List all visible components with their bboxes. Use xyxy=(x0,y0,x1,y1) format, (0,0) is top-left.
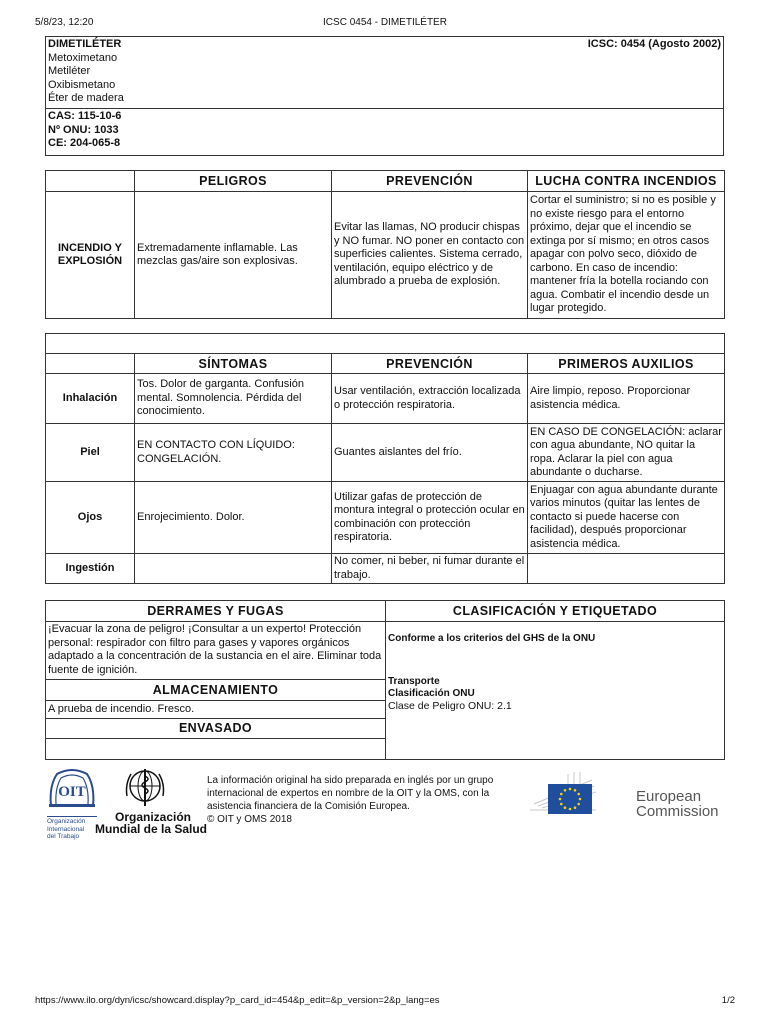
oit-acronym: OIT xyxy=(58,784,86,800)
cell-peligros: Extremadamente inflamable. Las mezclas gas/aire son explosivas. xyxy=(135,192,332,319)
cell-sintomas xyxy=(135,554,332,584)
header-lucha: LUCHA CONTRA INCENDIOS xyxy=(528,171,725,192)
print-doc-title: ICSC 0454 - DIMETILÉTER xyxy=(323,17,447,28)
cell-sintomas: EN CONTACTO CON LÍQUIDO: CONGELACIÓN. xyxy=(135,424,332,482)
onu-number: Nº ONU: 1033 xyxy=(48,123,119,136)
route-label: Piel xyxy=(46,424,135,482)
eu-commission-name xyxy=(636,789,719,819)
synonym: Oxibismetano xyxy=(48,78,116,91)
header-blank xyxy=(46,354,135,374)
fire-hazards-table xyxy=(45,170,725,319)
print-header xyxy=(35,17,735,31)
classification-cell xyxy=(386,622,725,760)
who-emblem-icon xyxy=(121,766,169,810)
oit-name-line: del Trabajo xyxy=(47,833,80,840)
identity-box xyxy=(45,36,724,156)
header-sintomas: SÍNTOMAS xyxy=(135,354,332,374)
storage-text: A prueba de incendio. Fresco. xyxy=(46,701,385,719)
exposure-title-blank xyxy=(46,334,725,354)
row-label-fire xyxy=(46,192,135,319)
transport-label: Transporte xyxy=(388,676,440,687)
cas-number: CAS: 115-10-6 xyxy=(48,110,122,122)
eu-commission-logo xyxy=(528,767,724,822)
cell-auxilios: EN CASO DE CONGELACIÓN: aclarar con agua abundante, NO quitar la ropa. Aclarar la piel con agua abundante o ducharse. xyxy=(528,424,725,482)
route-label: Ojos xyxy=(46,482,135,554)
chemical-name: DIMETILÉTER xyxy=(48,38,122,50)
publisher-footer xyxy=(45,762,724,838)
eu-building-icon xyxy=(528,770,598,820)
header-prevencion: PREVENCIÓN xyxy=(332,171,528,192)
identity-numbers xyxy=(46,109,724,156)
identity-names xyxy=(46,37,724,109)
oit-logo xyxy=(47,766,97,838)
spills-text: ¡Evacuar la zona de peligro! ¡Consultar a un experto! Protección personal: respirador con filtro para gases y vapores orgánicos adaptado a la concentración de la sustancia en el aire. Eliminar toda fuente de ignición. xyxy=(46,622,385,680)
cell-prevencion: No comer, ni beber, ni fumar durante el trabajo. xyxy=(332,554,528,584)
hazard-class: Clase de Peligro ONU: 2.1 xyxy=(388,700,512,712)
spills-classification-table xyxy=(45,600,725,760)
cell-prevencion: Guantes aislantes del frío. xyxy=(332,424,528,482)
credits xyxy=(207,774,527,826)
cell-lucha: Cortar el suministro; si no es posible y no existe riesgo para el entorno próximo, dejar que el incendio se extinga por sí mismo; en otros casos apagar con polvo seco, dióxido de carbono. En caso de incendio: mantener fría la botella rociando con agua. Combatir el incendio desde un lugar protegido. xyxy=(528,192,725,319)
page-number: 1/2 xyxy=(721,995,735,1006)
synonym: Metiléter xyxy=(48,65,91,77)
copyright: © OIT y OMS 2018 xyxy=(207,814,292,825)
oit-emblem-icon xyxy=(47,766,97,810)
eu-name-line: European xyxy=(636,788,702,805)
oit-name xyxy=(47,816,97,841)
header-almacenamiento: ALMACENAMIENTO xyxy=(46,680,385,701)
who-name-line: Mundial de la Salud xyxy=(95,822,208,836)
ghs-text: Conforme a los criterios del GHS de la ONU xyxy=(388,633,596,644)
onu-class-label: Clasificación ONU xyxy=(388,688,475,699)
exposure-table xyxy=(45,333,725,584)
row-label-line: EXPLOSIÓN xyxy=(57,255,123,267)
packaging-text xyxy=(46,739,385,759)
ce-number: CE: 204-065-8 xyxy=(48,137,121,149)
header-prevencion: PREVENCIÓN xyxy=(332,354,528,374)
header-blank xyxy=(46,171,135,192)
row-label-line: INCENDIO Y xyxy=(58,241,122,254)
header-auxilios: PRIMEROS AUXILIOS xyxy=(528,354,725,374)
header-envasado: ENVASADO xyxy=(46,719,385,739)
print-datetime: 5/8/23, 12:20 xyxy=(35,17,94,28)
cell-auxilios: Aire limpio, reposo. Proporcionar asistencia médica. xyxy=(528,374,725,424)
cell-prevencion: Utilizar gafas de protección de montura integral o protección ocular en combinación con protección respiratoria. xyxy=(332,482,528,554)
synonym: Éter de madera xyxy=(48,92,124,104)
header-clasificacion: CLASIFICACIÓN Y ETIQUETADO xyxy=(386,601,725,622)
oit-name-line: Internacional xyxy=(47,825,85,833)
icsc-number: ICSC: 0454 (Agosto 2002) xyxy=(587,38,721,50)
who-name-line: Organización xyxy=(115,810,192,824)
print-footer xyxy=(35,995,735,1009)
route-label: Ingestión xyxy=(46,554,135,584)
cell-sintomas: Tos. Dolor de garganta. Confusión mental. Somnolencia. Pérdida del conocimiento. xyxy=(135,374,332,424)
synonym: Metoximetano xyxy=(48,51,118,64)
credits-text: La información original ha sido preparada en inglés por un grupo internacional de expertos en nombre de la OIT y la OMS, con la asistencia financiera de la Comisión Europea. xyxy=(207,775,494,812)
cell-prevencion: Evitar las llamas, NO producir chispas y NO fumar. NO poner en contacto con superficies calientes. Sistema cerrado, ventilación, equipo eléctrico y de alumbrado a prueba de explosión. xyxy=(332,192,528,319)
cell-auxilios: Enjuagar con agua abundante durante varios minutos (quitar las lentes de contacto si puede hacerse con facilidad), después proporcionar asistencia médica. xyxy=(528,482,725,554)
oit-name-line: Organización xyxy=(47,818,86,825)
header-peligros: PELIGROS xyxy=(135,171,332,192)
page-url[interactable]: https://www.ilo.org/dyn/icsc/showcard.display?p_card_id=454&p_edit=&p_version=2&p_lang=es xyxy=(35,995,440,1006)
cell-prevencion: Usar ventilación, extracción localizada o protección respiratoria. xyxy=(332,374,528,424)
eu-name-line: Commission xyxy=(636,803,719,820)
route-label: Inhalación xyxy=(46,374,135,424)
cell-auxilios xyxy=(528,554,725,584)
left-stack xyxy=(46,622,386,760)
cell-sintomas: Enrojecimiento. Dolor. xyxy=(135,482,332,554)
header-derrames: DERRAMES Y FUGAS xyxy=(46,601,386,622)
